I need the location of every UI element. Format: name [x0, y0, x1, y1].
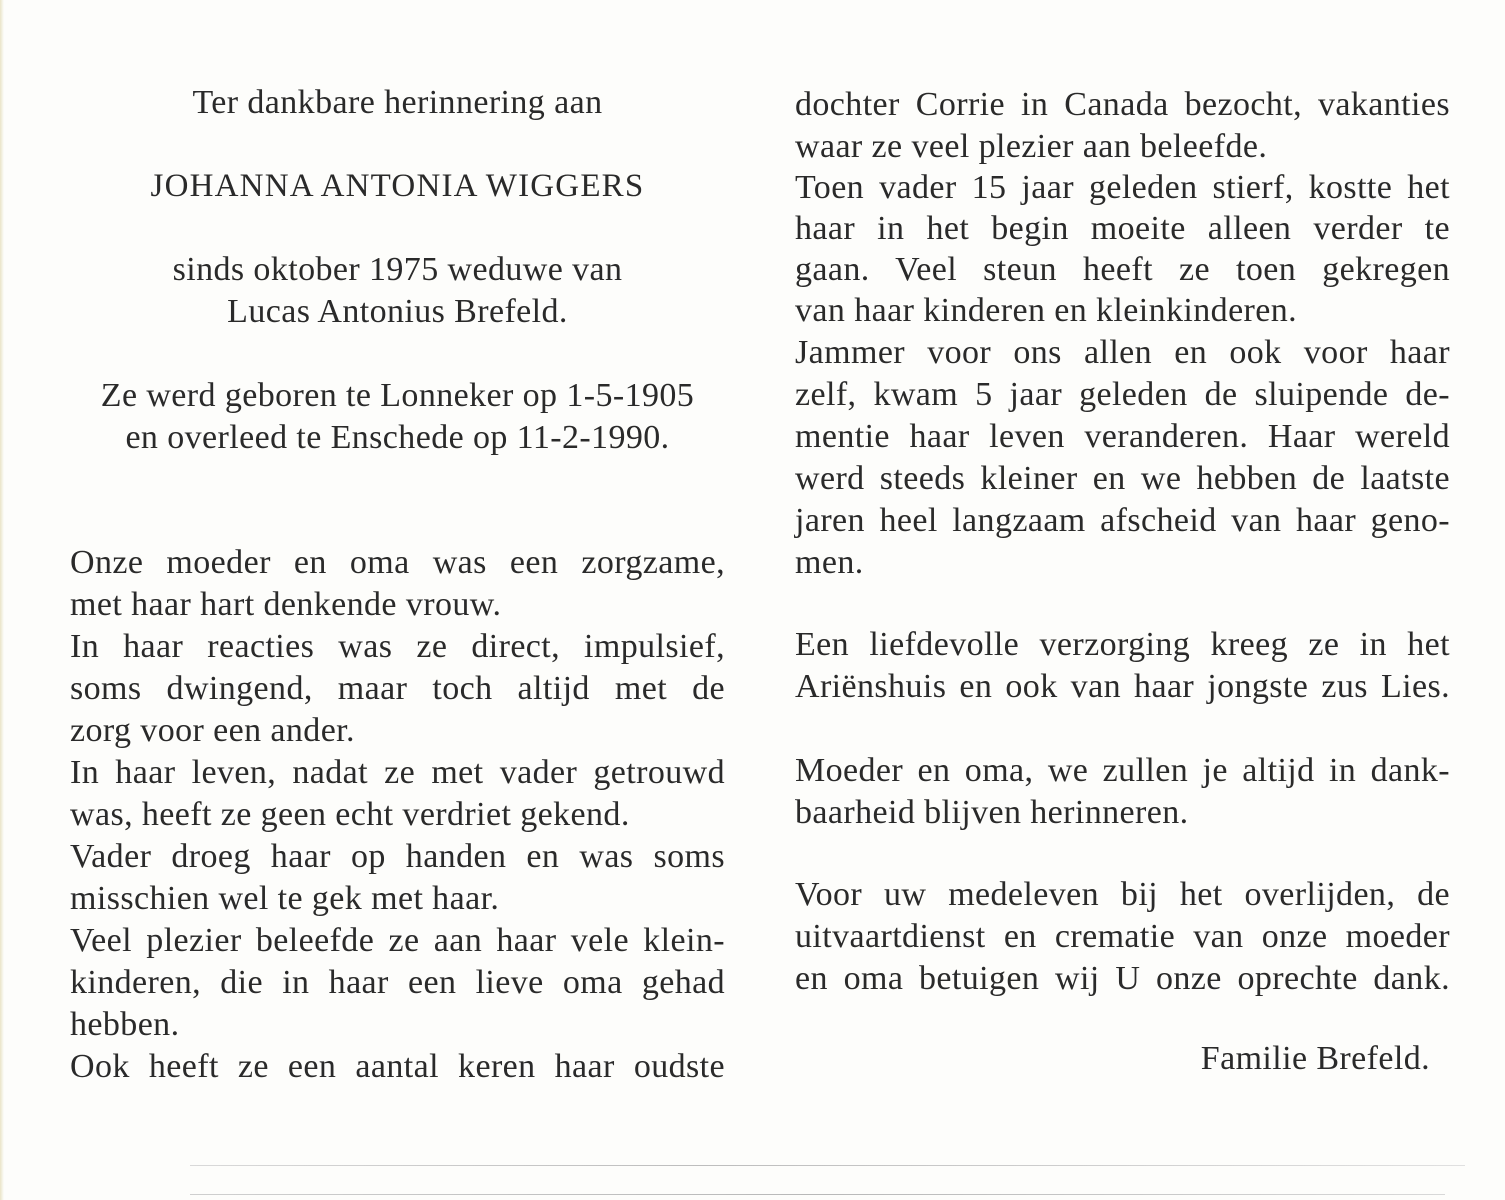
- body-line: men.: [795, 544, 864, 581]
- body-line: waar ze veel plezier aan beleefde.: [795, 128, 1268, 165]
- body-line: baarheid blijven herinneren.: [795, 794, 1189, 831]
- signature: Familie Brefeld.: [1200, 1040, 1430, 1077]
- right-column: [795, 0, 1450, 1200]
- body-line: zelf, kwam 5 jaar geleden de sluipende de-: [795, 376, 1450, 413]
- body-line: zorg voor een ander.: [70, 712, 355, 749]
- body-line: Veel plezier beleefde ze aan haar vele klein-: [70, 922, 725, 959]
- body-line: Toen vader 15 jaar geleden stierf, kostte het: [795, 169, 1450, 206]
- body-line: Onze moeder en oma was een zorgzame,: [70, 544, 725, 581]
- body-line: soms dwingend, maar toch altijd met de: [70, 670, 725, 707]
- body-line: In haar reacties was ze direct, impulsief,: [70, 628, 725, 665]
- body-line: In haar leven, nadat ze met vader getrouwd: [70, 754, 725, 791]
- body-line: jaren heel langzaam afscheid van haar geno-: [795, 502, 1450, 539]
- body-line: Vader droeg haar op handen en was soms: [70, 838, 725, 875]
- birth-line: Ze werd geboren te Lonneker op 1-5-1905: [100, 377, 695, 414]
- left-column: [70, 0, 725, 1200]
- body-line: Een liefdevolle verzorging kreeg ze in het: [795, 626, 1450, 663]
- body-line: uitvaartdienst en crematie van onze moeder: [795, 918, 1450, 955]
- intro-line: Ter dankbare herinnering aan: [192, 84, 603, 121]
- deceased-name: JOHANNA ANTONIA WIGGERS: [150, 168, 645, 204]
- body-line: was, heeft ze geen echt verdriet gekend.: [70, 796, 630, 833]
- body-line: van haar kinderen en kleinkinderen.: [795, 292, 1298, 329]
- body-line: dochter Corrie in Canada bezocht, vakanties: [795, 86, 1450, 123]
- widow-line-2: Lucas Antonius Brefeld.: [227, 293, 568, 330]
- body-line: Jammer voor ons allen en ook voor haar: [795, 334, 1450, 371]
- body-line: gaan. Veel steun heeft ze toen gekregen: [795, 251, 1450, 288]
- body-line: met haar hart denkende vrouw.: [70, 586, 502, 623]
- body-line: mentie haar leven veranderen. Haar wereld: [795, 418, 1450, 455]
- body-line: misschien wel te gek met haar.: [70, 880, 500, 917]
- body-line: werd steeds kleiner en we hebben de laatste: [795, 460, 1450, 497]
- card-left-edge: [0, 0, 4, 1200]
- body-line: hebben.: [70, 1006, 180, 1043]
- body-line: Moeder en oma, we zullen je altijd in dank-: [795, 752, 1450, 789]
- body-line: en oma betuigen wij U onze oprechte dank.: [795, 960, 1450, 997]
- body-line: Ariënshuis en ook van haar jongste zus Lies.: [795, 668, 1450, 705]
- death-line: en overleed te Enschede op 11-2-1990.: [125, 419, 670, 456]
- body-line: Voor uw medeleven bij het overlijden, de: [795, 876, 1450, 913]
- body-line: haar in het begin moeite alleen verder te: [795, 210, 1450, 247]
- body-line: Ook heeft ze een aantal keren haar oudste: [70, 1048, 725, 1085]
- widow-line-1: sinds oktober 1975 weduwe van: [172, 251, 623, 288]
- body-line: kinderen, die in haar een lieve oma gehad: [70, 964, 725, 1001]
